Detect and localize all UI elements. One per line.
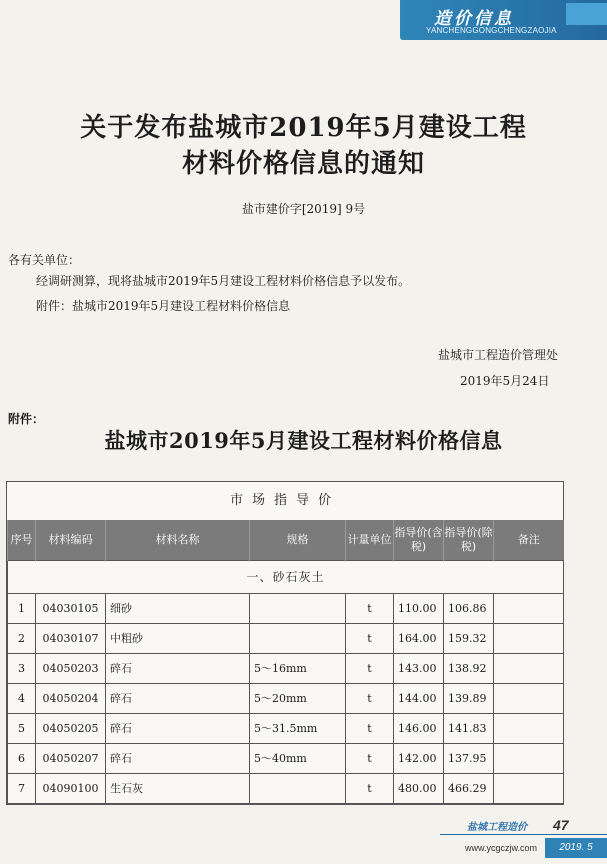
table-row bbox=[8, 773, 564, 803]
table-title: 市场指导价 bbox=[229, 493, 340, 508]
table-row bbox=[8, 683, 564, 713]
cell-price-with-tax: 110.00 bbox=[394, 593, 444, 623]
cell-material-code: 04030107 bbox=[36, 623, 106, 653]
cell-row-number: 4 bbox=[8, 683, 36, 713]
cell-price-without-tax: 466.29 bbox=[444, 773, 494, 803]
cell-price-without-tax: 137.95 bbox=[444, 743, 494, 773]
cell-material-spec: 5～40mm bbox=[250, 743, 346, 773]
cell-row-number: 3 bbox=[8, 653, 36, 683]
cell-material-spec bbox=[250, 623, 346, 653]
cell-material-name: 碎石 bbox=[106, 683, 250, 713]
cell-note bbox=[494, 623, 564, 653]
cell-price-with-tax: 142.00 bbox=[394, 743, 444, 773]
cell-material-spec bbox=[250, 773, 346, 803]
cell-material-name: 碎石 bbox=[106, 713, 250, 743]
price-grid bbox=[7, 520, 564, 804]
footer-page-number: 47 bbox=[553, 817, 569, 833]
cell-note bbox=[494, 593, 564, 623]
notice-title-line1: 关于发布盐城市2019年5月建设工程 bbox=[80, 113, 527, 143]
cell-price-without-tax: 139.89 bbox=[444, 683, 494, 713]
cell-price-with-tax: 144.00 bbox=[394, 683, 444, 713]
cell-material-code: 04050203 bbox=[36, 653, 106, 683]
table-header-row bbox=[8, 520, 564, 560]
cell-price-without-tax: 159.32 bbox=[444, 623, 494, 653]
cell-material-name: 生石灰 bbox=[106, 773, 250, 803]
salutation: 各有关单位： bbox=[8, 253, 81, 267]
cell-price-without-tax: 141.83 bbox=[444, 713, 494, 743]
cell-price-without-tax: 138.92 bbox=[444, 653, 494, 683]
footer-issue: 2019. 5 bbox=[545, 838, 607, 858]
cell-note bbox=[494, 683, 564, 713]
cell-material-code: 04030105 bbox=[36, 593, 106, 623]
cell-row-number: 1 bbox=[8, 593, 36, 623]
cell-material-name: 中粗砂 bbox=[106, 623, 250, 653]
price-table bbox=[6, 481, 564, 805]
table-row bbox=[8, 623, 564, 653]
cell-material-spec: 5～31.5mm bbox=[250, 713, 346, 743]
footer-url: www.ycgczjw.com bbox=[465, 843, 538, 853]
cell-note bbox=[494, 743, 564, 773]
col-header-price-tax: 指导价(含税) bbox=[394, 520, 444, 560]
footer-publication-name: 盐城工程造价 bbox=[467, 822, 527, 833]
col-header-note: 备注 bbox=[494, 520, 564, 560]
cell-unit: t bbox=[346, 623, 394, 653]
cell-material-spec: 5～16mm bbox=[250, 653, 346, 683]
cell-material-spec: 5～20mm bbox=[250, 683, 346, 713]
signing-date: 2019年5月24日 bbox=[460, 374, 550, 388]
header-brand-subtitle: YANCHENGGONGCHENGZAOJIA bbox=[426, 26, 557, 35]
table-row bbox=[8, 653, 564, 683]
category-row bbox=[8, 560, 564, 593]
table-row bbox=[8, 593, 564, 623]
cell-price-with-tax: 164.00 bbox=[394, 623, 444, 653]
cell-price-with-tax: 480.00 bbox=[394, 773, 444, 803]
notice-title-line2: 材料价格信息的通知 bbox=[181, 149, 425, 179]
body-paragraph-2: 附件：盐城市2019年5月建设工程材料价格信息 bbox=[36, 299, 291, 313]
signatory: 盐城市工程造价管理处 bbox=[438, 348, 559, 362]
cell-material-name: 碎石 bbox=[106, 653, 250, 683]
cell-material-code: 04050204 bbox=[36, 683, 106, 713]
cell-unit: t bbox=[346, 713, 394, 743]
attachment-label: 附件： bbox=[8, 412, 45, 426]
col-header-spec: 规格 bbox=[250, 520, 346, 560]
header-brand-tab bbox=[566, 3, 607, 25]
cell-row-number: 7 bbox=[8, 773, 36, 803]
table-row bbox=[8, 713, 564, 743]
cell-note bbox=[494, 773, 564, 803]
cell-price-without-tax: 106.86 bbox=[444, 593, 494, 623]
cell-unit: t bbox=[346, 653, 394, 683]
cell-price-with-tax: 146.00 bbox=[394, 713, 444, 743]
cell-material-name: 细砂 bbox=[106, 593, 250, 623]
cell-material-spec bbox=[250, 593, 346, 623]
col-header-price-notax: 指导价(除税) bbox=[444, 520, 494, 560]
header-brand-title: 造价信息 bbox=[434, 9, 514, 29]
cell-material-code: 04050207 bbox=[36, 743, 106, 773]
body-paragraph-1: 经调研测算，现将盐城市2019年5月建设工程材料价格信息予以发布。 bbox=[36, 274, 411, 288]
category-label: 一、砂石灰土 bbox=[8, 560, 564, 593]
cell-row-number: 2 bbox=[8, 623, 36, 653]
cell-unit: t bbox=[346, 743, 394, 773]
cell-row-number: 6 bbox=[8, 743, 36, 773]
col-header-name: 材料名称 bbox=[106, 520, 250, 560]
cell-price-with-tax: 143.00 bbox=[394, 653, 444, 683]
cell-unit: t bbox=[346, 683, 394, 713]
attachment-title: 盐城市2019年5月建设工程材料价格信息 bbox=[104, 428, 503, 453]
document-number: 盐市建价字[2019] 9号 bbox=[241, 202, 366, 216]
cell-unit: t bbox=[346, 593, 394, 623]
col-header-no: 序号 bbox=[8, 520, 36, 560]
cell-unit: t bbox=[346, 773, 394, 803]
cell-note bbox=[494, 713, 564, 743]
cell-row-number: 5 bbox=[8, 713, 36, 743]
table-row bbox=[8, 743, 564, 773]
col-header-unit: 计量单位 bbox=[346, 520, 394, 560]
cell-note bbox=[494, 653, 564, 683]
cell-material-code: 04050205 bbox=[36, 713, 106, 743]
cell-material-code: 04090100 bbox=[36, 773, 106, 803]
cell-material-name: 碎石 bbox=[106, 743, 250, 773]
col-header-code: 材料编码 bbox=[36, 520, 106, 560]
footer-divider bbox=[440, 834, 607, 835]
